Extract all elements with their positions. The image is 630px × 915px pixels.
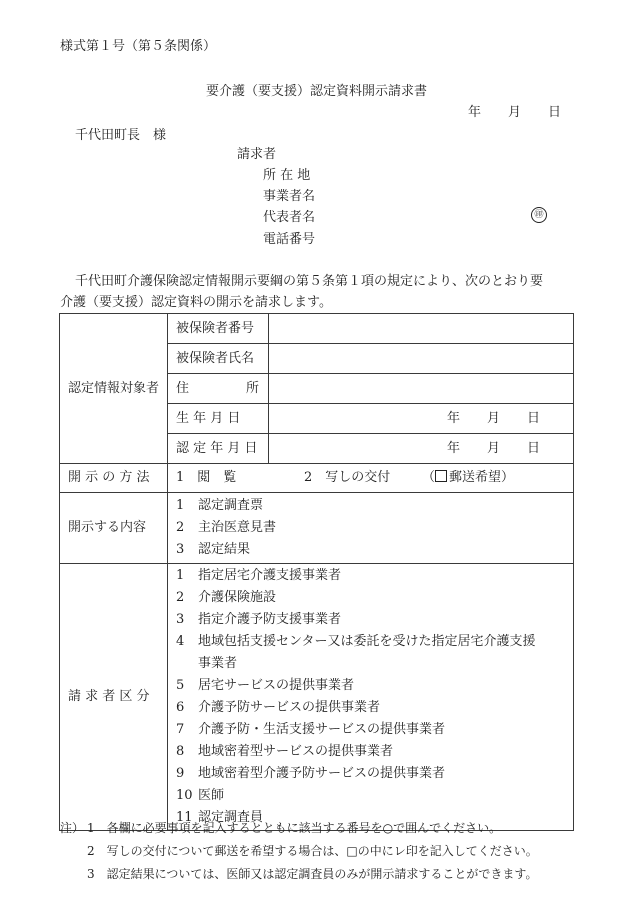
category-item[interactable]: 3 指定介護予防支援事業者 [176,612,342,627]
category-item[interactable]: 8 地域密着型サービスの提供事業者 [176,744,394,759]
cert-date-month: 月 [487,440,501,456]
form-number: 様式第１号（第５条関係） [60,39,217,54]
insured-name-field[interactable] [269,344,574,374]
note-2: 2 写しの交付について郵送を希望する場合は、□の中にレ印を記入してください。 [87,844,538,858]
insured-number-label: 被保険者番号 [168,314,269,344]
intro-line-1: 千代田町介護保険認定情報開示要綱の第５条第１項の規定により、次のとおり要 [75,274,544,289]
note-1: 1 各欄に必要事項を記入するとともに該当する番号を○で囲んでください。 [87,821,502,835]
cert-date-label: 認 定 年 月 日 [168,434,269,464]
method-header: 開 示 の 方 法 [60,464,168,493]
category-item[interactable]: 6 介護予防サービスの提供事業者 [176,700,381,715]
content-item[interactable]: 3 認定結果 [176,542,251,557]
cert-date-day: 日 [527,440,541,456]
document-title: 要介護（要支援）認定資料開示請求書 [206,84,428,99]
content-item[interactable]: 1 認定調査票 [176,498,264,513]
mail-checkbox[interactable] [435,470,447,482]
date-month-label: 月 [508,105,522,120]
content-header: 開示する内容 [60,493,168,564]
method-option-view[interactable]: 1 閲 覧 [176,470,237,485]
category-list [168,564,574,831]
category-item[interactable]: 9 地域密着型介護予防サービスの提供事業者 [176,766,446,781]
requester-business-name-label: 事業者名 [263,189,316,204]
birthdate-label: 生 年 月 日 [168,404,269,434]
category-item[interactable]: 2 介護保険施設 [176,590,277,605]
address-field[interactable] [269,374,574,404]
address-label-b: 所 [246,380,260,396]
requester-location-label: 所 在 地 [263,168,311,183]
category-header: 請 求 者 区 分 [60,564,168,831]
category-item[interactable]: 1 指定居宅介護支援事業者 [176,568,342,583]
category-item-continuation: 事業者 [198,656,238,671]
date-day-label: 日 [548,105,562,120]
birthdate-field[interactable] [269,404,574,434]
address-label [168,374,269,404]
cert-date-field[interactable] [269,434,574,464]
seal-mark: ㊞ [531,207,547,223]
addressee: 千代田町長 様 [75,128,167,143]
method-option-copy[interactable]: 2 写しの交付 [304,470,391,485]
cert-date-year: 年 [447,440,461,456]
category-item[interactable]: 5 居宅サービスの提供事業者 [176,678,355,693]
content-list [168,493,574,564]
birthdate-day: 日 [527,410,541,426]
address-label-a: 住 [176,380,190,396]
insured-name-label: 被保険者氏名 [168,344,269,374]
content-item[interactable]: 2 主治医意見書 [176,520,277,535]
requester-label: 請求者 [237,147,277,162]
date-year-label: 年 [468,105,482,120]
mail-paren: （ [422,470,436,485]
category-item[interactable]: 7 介護予防・生活支援サービスの提供事業者 [176,722,446,737]
insured-number-field[interactable] [269,314,574,344]
birthdate-month: 月 [487,410,501,426]
requester-phone-label: 電話番号 [263,232,316,247]
requester-representative-label: 代表者名 [263,210,316,225]
request-table [59,313,574,831]
category-item[interactable]: 4 地域包括支援センター又は委託を受けた指定居宅介護支援 [176,634,536,649]
notes-prefix: 注） [60,821,85,835]
subject-header: 認定情報対象者 [60,314,168,464]
mail-label: 郵送希望） [449,470,515,485]
note-3: 3 認定結果については、医師又は認定調査員のみが開示請求することができます。 [87,867,538,881]
birthdate-year: 年 [447,410,461,426]
method-options [168,464,574,493]
category-item[interactable]: 11 認定調査員 [176,810,264,825]
intro-line-2: 介護（要支援）認定資料の開示を請求します。 [60,295,332,310]
category-item[interactable]: 10 医師 [176,788,225,803]
